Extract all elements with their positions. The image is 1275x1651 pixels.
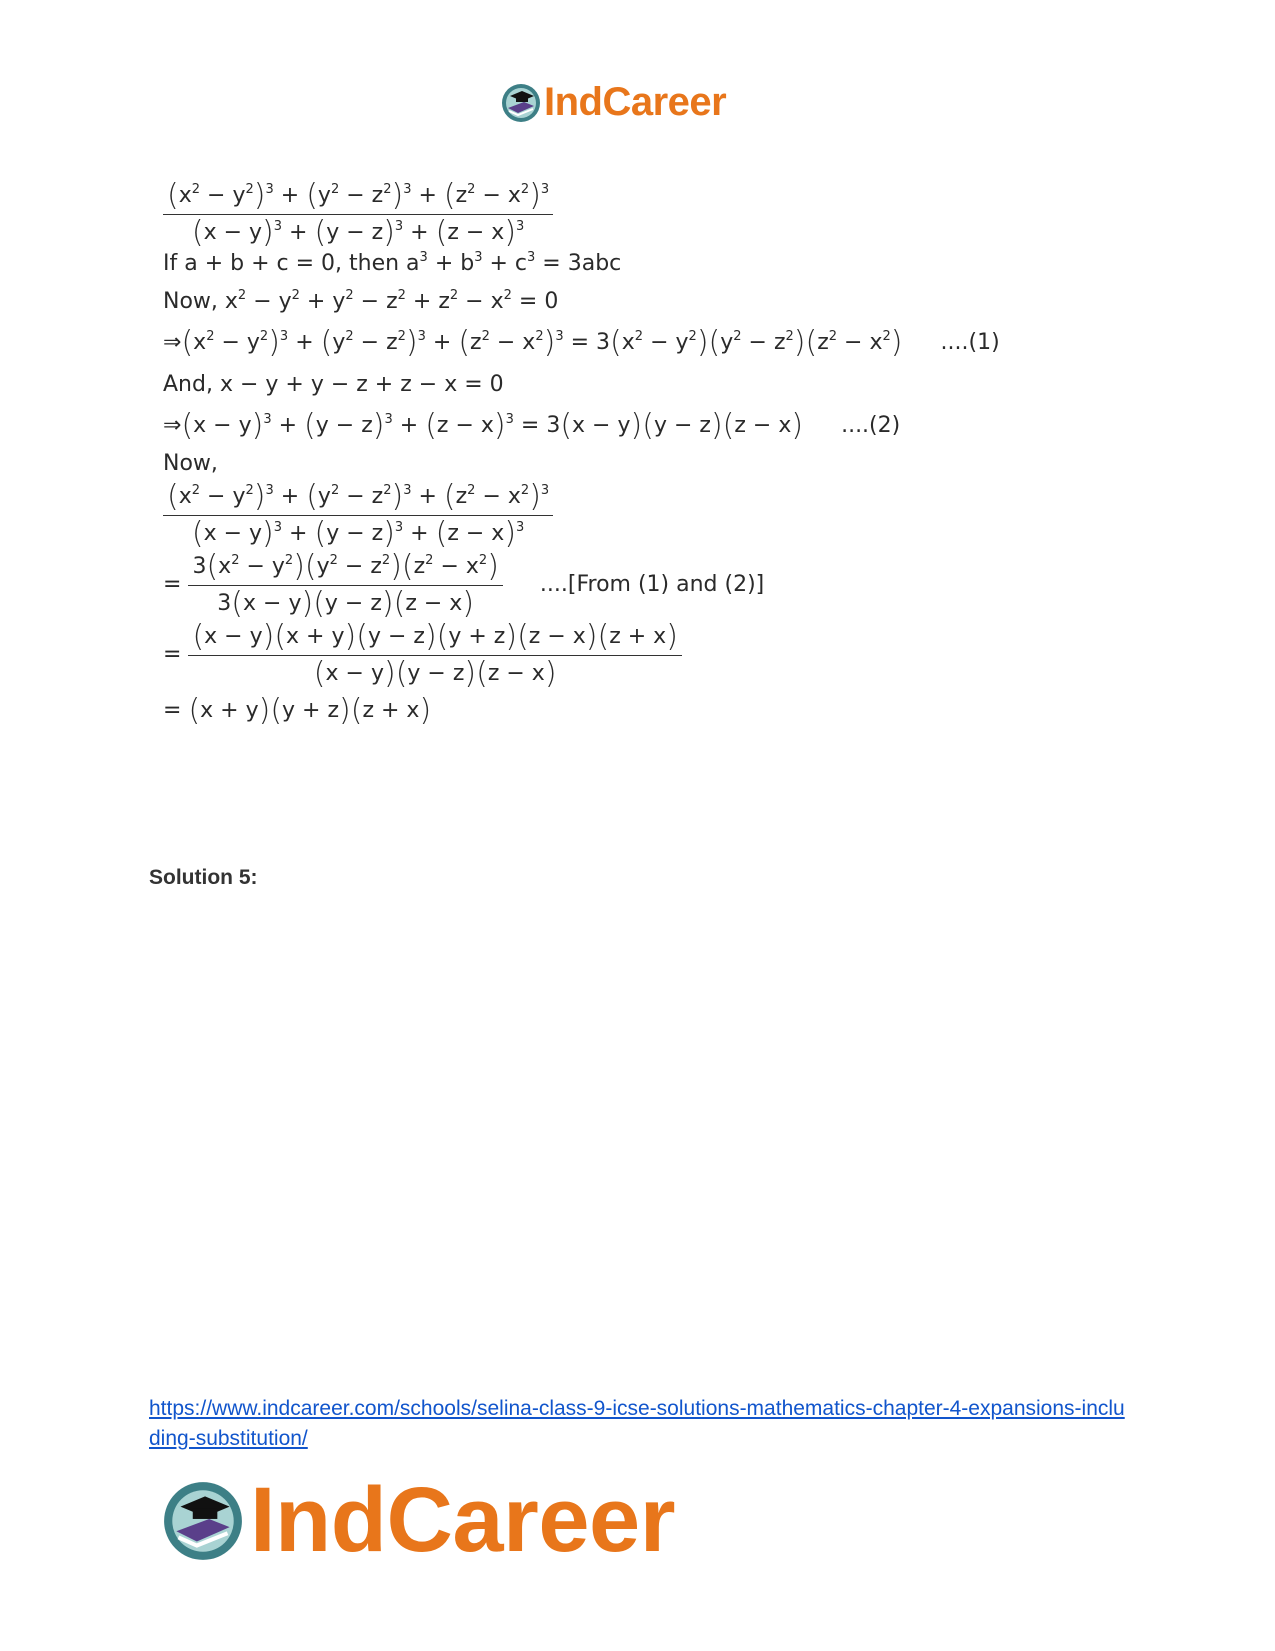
step-substitute: = $\frac{3(x^2 - y^2)(y^2 - z^2)(z^2 - x^2)}{3(x - y)(y - z)(z - x)}$ ....[From (1) and (2)] (163, 549, 765, 621)
math-solution-block (163, 178, 1063, 728)
identity-line: If a + b + c = 0, then $a^3 + b^3 + c^3 = 3abc$ (163, 250, 622, 276)
equation-ref-2: ....(2) (841, 413, 901, 438)
footer-logo (160, 1468, 675, 1573)
graduation-cap-book-icon (500, 82, 542, 124)
header-logo (500, 80, 726, 125)
equation-1: $\Rightarrow(x^2 - y^2)^3 + (y^2 - z^2)^3 + (z^2 - x^2)^3 = 3(x^2 - y^2)(y^2 - z^2)(z^2 - x^2)$ ....(1) (163, 325, 1000, 360)
source-url-link[interactable]: https://www.indcareer.com/schools/selina-class-9-icse-solutions-mathematics-chapter-4-expansions-including-substitution/ (149, 1397, 1125, 1450)
equation-2: ⇒(x − $y)^3 + (y - z)^3 + (z - x)^3 = 3(x - y)(y - z)(z - x)$ ....(2) (163, 408, 901, 443)
sum-zero-line-1: Now, $x^2 - y^2 + y^2 - z^2 + z^2 - x^2 = 0$ (163, 287, 559, 314)
now-line: Now, (163, 450, 218, 476)
header-logo-text: IndCareer (544, 80, 727, 124)
equation-ref-3: ....[From (1) and (2)] (539, 572, 765, 597)
solution-heading: Solution 5: (149, 866, 258, 889)
equation-ref-1: ....(1) (940, 330, 1000, 355)
sum-zero-line-2: And, x − y + y − z + z − x = 0 (163, 371, 504, 397)
expression-fraction-2: $\frac{(x^2 - y^2)^3 + (y^2 - z^2)^3 + (z^2 - x^2)^3}{(x - y)^3 + (y - z)^3 + (z - x)^3}$ (163, 483, 1063, 547)
footer-logo-text: IndCareer (250, 1469, 675, 1571)
expression-fraction: $\frac{(x^2 - y^2)^3 + (y^2 - z^2)^3 + (z^2 - x^2)^3}{(x - y)^3 + (y - z)^3 + (z - x)^3}$ (163, 182, 1063, 246)
final-answer: = (x + y)(y + z)(z + x) (163, 693, 432, 728)
step-factor: = $\frac{(x - y)(x + y)(y - z)(y + z)(z - x)(z + x)}{(x - y)(y - z)(z - x)}$ (163, 623, 1063, 687)
graduation-cap-book-icon (160, 1478, 246, 1564)
